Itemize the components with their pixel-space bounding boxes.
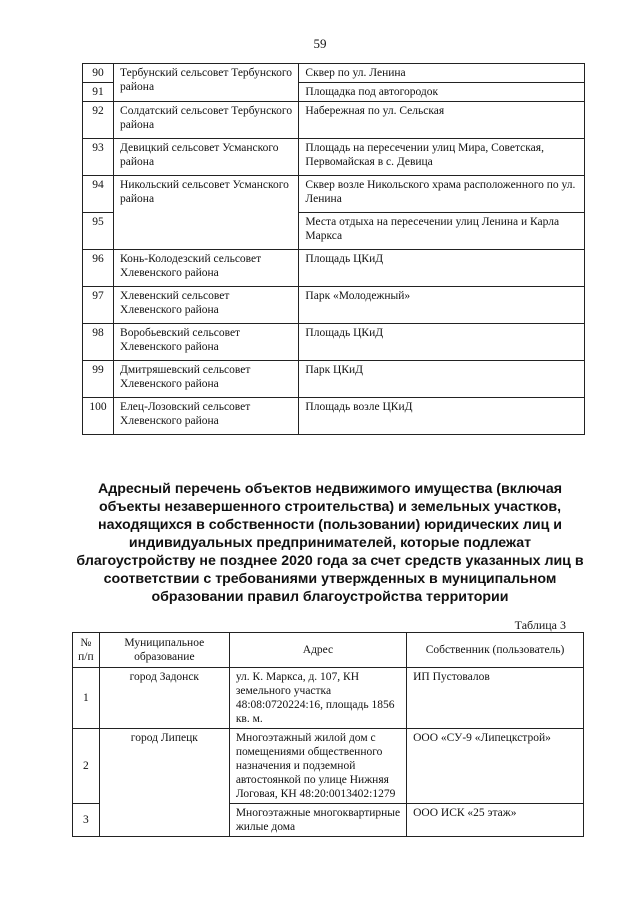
table-row xyxy=(73,729,584,804)
object-cell: Места отдыха на пересечении улиц Ленина и Карла Маркса xyxy=(299,213,585,250)
row-number: 91 xyxy=(83,83,114,102)
table-row xyxy=(83,64,585,83)
object-cell: Площадь на пересечении улиц Мира, Советская, Первомайская в с. Девица xyxy=(299,139,585,176)
row-number: 1 xyxy=(73,668,100,729)
row-number: 97 xyxy=(83,287,114,324)
object-cell: Парк ЦКиД xyxy=(299,361,585,398)
row-number: 94 xyxy=(83,176,114,213)
row-number: 93 xyxy=(83,139,114,176)
row-number: 96 xyxy=(83,250,114,287)
table-row xyxy=(73,668,584,729)
municipality-cell: Никольский сельсовет Усманского района xyxy=(114,176,299,250)
header-num: № п/п xyxy=(73,633,100,668)
row-number: 90 xyxy=(83,64,114,83)
owner-cell: ИП Пустовалов xyxy=(407,668,584,729)
header-row xyxy=(73,633,584,668)
table-row xyxy=(83,398,585,435)
table-row xyxy=(83,250,585,287)
row-number: 100 xyxy=(83,398,114,435)
object-cell: Сквер по ул. Ленина xyxy=(299,64,585,83)
parks-table xyxy=(82,63,585,435)
table-row xyxy=(83,102,585,139)
section-heading: Адресный перечень объектов недвижимого имущества (включая объекты незавершенного строительства) и земельных участков, находящихся в собственности (пользовании) юридических лиц и индивидуальных предпринимателей, которые подлежат благоустройству не позднее 2020 года за счет средств указанных лиц в соответствии с требованиями утвержденных в муниципальном образовании правил благоустройства территории xyxy=(76,481,584,605)
property-table xyxy=(72,632,584,837)
object-cell: Площадь ЦКиД xyxy=(299,324,585,361)
table-label: Таблица 3 xyxy=(514,618,566,632)
row-number: 3 xyxy=(73,804,100,837)
row-number: 98 xyxy=(83,324,114,361)
header-owner: Собственник (пользователь) xyxy=(407,633,584,668)
owner-cell: ООО «СУ-9 «Липецкстрой» xyxy=(407,729,584,804)
table-row xyxy=(83,361,585,398)
municipality-cell: Тербунский сельсовет Тербунского района xyxy=(114,64,299,102)
object-cell: Площадь ЦКиД xyxy=(299,250,585,287)
header-municipality: Муниципальное образование xyxy=(99,633,229,668)
object-cell: Набережная по ул. Сельская xyxy=(299,102,585,139)
object-cell: Сквер возле Никольского храма расположенного по ул. Ленина xyxy=(299,176,585,213)
row-number: 92 xyxy=(83,102,114,139)
municipality-cell: Дмитряшевский сельсовет Хлевенского района xyxy=(114,361,299,398)
owner-cell: ООО ИСК «25 этаж» xyxy=(407,804,584,837)
table-row xyxy=(83,324,585,361)
object-cell: Площадь возле ЦКиД xyxy=(299,398,585,435)
municipality-cell: Хлевенский сельсовет Хлевенского района xyxy=(114,287,299,324)
municipality-cell: Девицкий сельсовет Усманского района xyxy=(114,139,299,176)
object-cell: Парк «Молодежный» xyxy=(299,287,585,324)
table-row xyxy=(83,176,585,213)
row-number: 95 xyxy=(83,213,114,250)
table-row xyxy=(83,287,585,324)
municipality-cell: Конь-Колодезский сельсовет Хлевенского района xyxy=(114,250,299,287)
municipality-cell: Елец-Лозовский сельсовет Хлевенского района xyxy=(114,398,299,435)
header-address: Адрес xyxy=(229,633,406,668)
page-number: 59 xyxy=(313,36,327,51)
object-cell: Площадка под автогородок xyxy=(299,83,585,102)
municipality-cell: город Задонск xyxy=(99,668,229,729)
municipality-cell: город Липецк xyxy=(99,729,229,837)
address-cell: ул. К. Маркса, д. 107, КН земельного участка 48:08:0720224:16, площадь 1856 кв. м. xyxy=(229,668,406,729)
municipality-cell: Воробьевский сельсовет Хлевенского района xyxy=(114,324,299,361)
row-number: 99 xyxy=(83,361,114,398)
table-row xyxy=(83,139,585,176)
address-cell: Многоэтажный жилой дом с помещениями общественного назначения и подземной автостоянкой по улице Нижняя Логовая, КН 48:20:0013402:1279 xyxy=(229,729,406,804)
address-cell: Многоэтажные многоквартирные жилые дома xyxy=(229,804,406,837)
municipality-cell: Солдатский сельсовет Тербунского района xyxy=(114,102,299,139)
row-number: 2 xyxy=(73,729,100,804)
